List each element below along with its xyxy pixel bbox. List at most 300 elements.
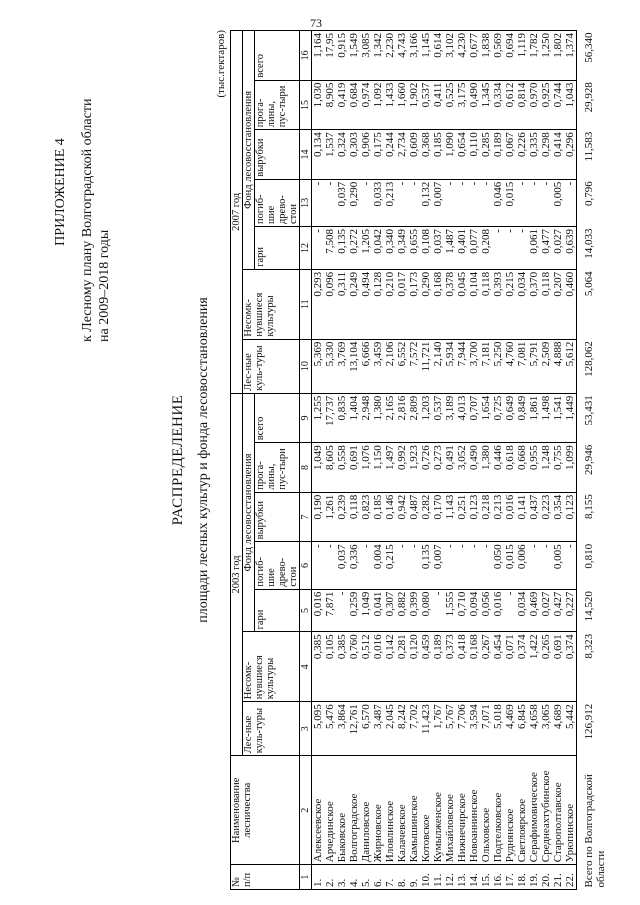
column-index: 11 <box>300 269 312 339</box>
column-index: 9 <box>300 393 312 443</box>
table-cell: 0,016 <box>504 492 516 542</box>
table-cell: 2,816 <box>396 393 408 443</box>
table-cell: 0,207 <box>552 269 564 339</box>
table-cell: 0,135 <box>420 542 432 589</box>
table-cell: 0,726 <box>420 443 432 493</box>
column-index: 12 <box>300 227 312 270</box>
table-cell: 1,150 <box>372 443 384 493</box>
table-cell: 3,594 <box>468 702 480 756</box>
table-cell: 8,905 <box>324 80 336 130</box>
table-cell: 0,080 <box>420 589 432 632</box>
table-cell: 0,691 <box>348 443 360 493</box>
table-row <box>528 31 540 890</box>
table-cell: 0,755 <box>552 443 564 493</box>
table-cell: 1,203 <box>420 393 432 443</box>
table-row <box>348 31 360 890</box>
table-cell: 0,134 <box>312 130 325 180</box>
total-cell: 11,583 <box>583 131 595 162</box>
table-cell: 7,572 <box>408 339 420 393</box>
table-cell: 1,923 <box>408 443 420 493</box>
table-cell: 3,487 <box>372 702 384 756</box>
total-cell: 5,064 <box>583 271 595 297</box>
table-cell: 0,906 <box>360 130 372 180</box>
table-cell: 0,569 <box>492 31 504 81</box>
table-cell: 1,342 <box>372 31 384 81</box>
row-number: 3. <box>336 865 348 890</box>
table-cell: - <box>504 227 516 270</box>
column-index: 2 <box>300 756 312 865</box>
row-number: 16. <box>492 865 504 890</box>
table-cell: - <box>456 179 468 226</box>
table-cell: 0,251 <box>456 492 468 542</box>
table-cell: 0,710 <box>456 589 468 632</box>
table-cell: 1,164 <box>312 31 325 81</box>
table-cell: 2,045 <box>384 702 396 756</box>
table-cell: 0,487 <box>408 492 420 542</box>
column-index: 14 <box>300 130 312 180</box>
row-number: 2. <box>324 865 336 890</box>
table-cell: 0,227 <box>564 589 577 632</box>
table-cell: - <box>468 542 480 589</box>
row-number: 5. <box>360 865 372 890</box>
total-cell: 14,033 <box>583 228 595 259</box>
table-cell: 0,213 <box>384 179 396 226</box>
table-cell: 0,282 <box>420 492 432 542</box>
table-cell: 0,042 <box>372 227 384 270</box>
total-cell: 29,946 <box>583 444 595 475</box>
table-cell: 7,081 <box>516 339 528 393</box>
table-cell: 0,281 <box>396 632 408 702</box>
table-cell: 17,737 <box>324 393 336 443</box>
column-index-row <box>300 31 312 890</box>
table-cell: 0,118 <box>348 492 360 542</box>
table-cell: 1,090 <box>444 130 456 180</box>
table-cell: 0,218 <box>480 492 492 542</box>
total-label: Всего по Волгоградской области <box>583 774 607 888</box>
total-cell: 0,796 <box>583 181 595 206</box>
table-cell: 11,721 <box>420 339 432 393</box>
row-number: 1. <box>312 865 325 890</box>
table-cell: 7,071 <box>480 702 492 756</box>
table-cell: - <box>432 589 444 632</box>
table-cell: 1,404 <box>348 393 360 443</box>
clearings-header-2003: вырубки <box>255 492 300 542</box>
table-cell: 0,215 <box>504 269 516 339</box>
table-cell: 1,433 <box>384 80 396 130</box>
forestry-name: Светлоярское <box>516 756 528 865</box>
table-cell: 0,239 <box>336 492 348 542</box>
table-cell: 7,706 <box>456 702 468 756</box>
table-cell: 0,208 <box>480 227 492 270</box>
dead-stands-header-2003: погиб-шие древо-стои <box>255 542 300 589</box>
table-row <box>312 31 325 890</box>
document-title: РАСПРЕДЕЛЕНИЕ <box>170 394 186 526</box>
page-number: 73 <box>310 16 322 30</box>
table-row <box>540 31 552 890</box>
table-cell: 3,175 <box>456 80 468 130</box>
forestry-name: Быковское <box>336 756 348 865</box>
table-row <box>444 31 456 890</box>
table-cell: 0,045 <box>456 269 468 339</box>
units-note: (тыс.гектаров) <box>215 30 227 98</box>
row-number: 4. <box>348 865 360 890</box>
table-cell: 3,189 <box>444 393 456 443</box>
table-cell: 0,189 <box>492 130 504 180</box>
table-cell: 0,760 <box>348 632 360 702</box>
table-cell: 2,509 <box>540 339 552 393</box>
table-cell: 5,095 <box>312 702 325 756</box>
table-cell: 0,955 <box>528 443 540 493</box>
table-cell: 0,173 <box>408 269 420 339</box>
table-row <box>516 31 528 890</box>
table-row <box>324 31 336 890</box>
year-2007-header: 2007 год <box>231 31 243 394</box>
table-cell: - <box>564 179 577 226</box>
table-cell: 1,380 <box>480 443 492 493</box>
table-cell: 13,104 <box>348 339 360 393</box>
table-cell: 0,668 <box>516 443 528 493</box>
table-cell: 0,016 <box>372 632 384 702</box>
table-cell: 0,027 <box>552 227 564 270</box>
table-row <box>564 31 577 890</box>
table-cell: 0,612 <box>504 80 516 130</box>
table-cell: 0,823 <box>360 492 372 542</box>
table-cell: 1,255 <box>312 393 325 443</box>
table-cell: - <box>492 227 504 270</box>
table-cell: 1,449 <box>564 393 577 443</box>
table-cell: 1,248 <box>540 443 552 493</box>
row-number: 18. <box>516 865 528 890</box>
table-cell: 0,298 <box>540 130 552 180</box>
table-cell: 0,005 <box>552 179 564 226</box>
total-cell: 29,928 <box>583 82 595 113</box>
table-cell: 3,102 <box>444 31 456 81</box>
table-cell: 0,056 <box>480 589 492 632</box>
appendix-line-2: на 2009–2018 годы <box>97 229 112 342</box>
forestry-name: Камышинское <box>408 756 420 865</box>
table-cell: 5,934 <box>444 339 456 393</box>
row-number: 9. <box>408 865 420 890</box>
table-cell: 0,691 <box>552 632 564 702</box>
table-cell: 0,027 <box>540 589 552 632</box>
table-cell: 0,016 <box>312 589 325 632</box>
table-cell: 0,992 <box>396 443 408 493</box>
table-cell: 5,442 <box>564 702 577 756</box>
table-cell: 0,067 <box>504 130 516 180</box>
table-cell: 2,140 <box>432 339 444 393</box>
table-cell: 0,427 <box>552 589 564 632</box>
total-cell: 8,323 <box>583 633 595 659</box>
table-cell: 3,769 <box>336 339 348 393</box>
table-cell: 0,707 <box>468 393 480 443</box>
table-cell: 5,330 <box>324 339 336 393</box>
table-cell: 3,864 <box>336 702 348 756</box>
table-cell: 1,043 <box>564 80 577 130</box>
table-cell: 0,385 <box>312 632 325 702</box>
table-cell: - <box>312 227 325 270</box>
total-cell: 14,520 <box>583 591 595 622</box>
table-cell: 0,459 <box>420 632 432 702</box>
table-cell: 0,017 <box>396 269 408 339</box>
table-row <box>396 31 408 890</box>
table-cell: - <box>516 179 528 226</box>
appendix-block <box>52 42 113 342</box>
table-cell: 3,065 <box>540 702 552 756</box>
clearings-header-2007: вырубки <box>255 130 300 180</box>
forestry-name: Нижнечирское <box>456 756 468 865</box>
table-cell: 1,654 <box>480 393 492 443</box>
table-cell: 1,861 <box>528 393 540 443</box>
table-cell: 12,761 <box>348 702 360 756</box>
table-cell: 8,242 <box>396 702 408 756</box>
row-number: 14. <box>468 865 480 890</box>
column-index: 5 <box>300 589 312 632</box>
column-index: 15 <box>300 80 312 130</box>
column-index: 10 <box>300 339 312 393</box>
total-cell: 56,340 <box>583 32 595 63</box>
burns-header-2007: гари <box>255 227 300 270</box>
forestry-name: Иловлинское <box>384 756 396 865</box>
glades-header-2003: прога-лины, пус-тыри <box>255 443 300 493</box>
table-cell: 0,189 <box>432 632 444 702</box>
forestry-name: Алексеевское <box>312 756 325 865</box>
table-cell: 0,175 <box>372 130 384 180</box>
table-cell: 4,013 <box>456 393 468 443</box>
table-cell: 0,123 <box>564 492 577 542</box>
table-cell: 0,942 <box>396 492 408 542</box>
forestry-name: Серафимовическое <box>528 756 540 865</box>
table-cell: 4,888 <box>552 339 564 393</box>
total-row <box>577 31 608 890</box>
table-cell: 0,006 <box>516 542 528 589</box>
table-cell: - <box>516 227 528 270</box>
table-cell: 1,902 <box>408 80 420 130</box>
table-cell: 0,034 <box>516 269 528 339</box>
table-cell: 3,700 <box>468 339 480 393</box>
table-cell: - <box>396 179 408 226</box>
table-cell: 0,882 <box>396 589 408 632</box>
table-cell: 0,226 <box>516 130 528 180</box>
table-cell: - <box>504 589 516 632</box>
table-cell: 0,974 <box>360 80 372 130</box>
table-cell: 7,702 <box>408 702 420 756</box>
table-cell: 0,215 <box>384 542 396 589</box>
table-cell: 0,437 <box>528 492 540 542</box>
table-cell: 1,345 <box>480 80 492 130</box>
table-cell: 6,570 <box>360 702 372 756</box>
table-cell: 1,497 <box>384 443 396 493</box>
table-cell: 0,108 <box>420 227 432 270</box>
table-cell: 2,230 <box>384 31 396 81</box>
table-cell: 0,190 <box>312 492 325 542</box>
table-cell: 2,165 <box>384 393 396 443</box>
table-cell: 0,307 <box>384 589 396 632</box>
table-cell: 0,168 <box>468 632 480 702</box>
forestry-name: Урюпинское <box>564 756 577 865</box>
table-cell: 4,689 <box>552 702 564 756</box>
table-cell: 0,046 <box>492 179 504 226</box>
table-cell: 0,374 <box>564 632 577 702</box>
table-cell: 0,128 <box>372 269 384 339</box>
table-cell: 17,95 <box>324 31 336 81</box>
table-cell: 0,537 <box>432 393 444 443</box>
table-row <box>492 31 504 890</box>
table-cell: 0,414 <box>552 130 564 180</box>
dead-stands-header-2007: погиб-шие древо-стои <box>255 179 300 226</box>
table-cell: 4,760 <box>504 339 516 393</box>
table-cell: 1,374 <box>564 31 577 81</box>
table-cell: - <box>312 542 325 589</box>
table-cell: 0,915 <box>336 31 348 81</box>
table-cell: 0,349 <box>396 227 408 270</box>
col-name-header: Наименование лесничества <box>231 756 300 865</box>
table-cell: 0,835 <box>336 393 348 443</box>
table-cell: 0,168 <box>432 269 444 339</box>
total-cell: 126,912 <box>583 703 595 740</box>
table-cell: 0,469 <box>528 589 540 632</box>
table-cell: 0,265 <box>540 632 552 702</box>
table-cell: 0,015 <box>504 179 516 226</box>
table-cell: 0,259 <box>348 589 360 632</box>
column-index: 7 <box>300 492 312 542</box>
table-cell: 0,393 <box>492 269 504 339</box>
table-cell: 1,092 <box>372 80 384 130</box>
table-cell: 0,104 <box>468 269 480 339</box>
table-cell: 0,096 <box>324 269 336 339</box>
table-cell: 0,293 <box>312 269 325 339</box>
table-cell: 0,491 <box>444 443 456 493</box>
table-cell: 0,005 <box>552 542 564 589</box>
forestry-name: Калачевское <box>396 756 408 865</box>
table-cell: 1,498 <box>540 393 552 443</box>
table-row <box>408 31 420 890</box>
table-cell: 1,099 <box>564 443 577 493</box>
table-cell: 0,296 <box>564 130 577 180</box>
forestry-name: Старополтавское <box>552 756 564 865</box>
table-cell: 0,016 <box>492 589 504 632</box>
row-number: 15. <box>480 865 492 890</box>
table-cell: 1,660 <box>396 80 408 130</box>
table-cell: 0,272 <box>348 227 360 270</box>
row-number: 7. <box>384 865 396 890</box>
forest-crops-header-2003: Лес-ные куль-туры <box>243 702 300 756</box>
table-cell: 5,767 <box>444 702 456 756</box>
table-cell: 7,181 <box>480 339 492 393</box>
total-cell: 0,810 <box>583 543 595 569</box>
table-row <box>336 31 348 890</box>
column-index: 4 <box>300 632 312 702</box>
table-cell: 1,143 <box>444 492 456 542</box>
total-cell: 8,155 <box>583 494 595 520</box>
total-cell: 53,431 <box>583 395 595 426</box>
forestry-name: Котовское <box>420 756 432 865</box>
table-cell: 5,018 <box>492 702 504 756</box>
table-cell: - <box>396 542 408 589</box>
table-cell: 1,838 <box>480 31 492 81</box>
forestry-name: Руднянское <box>504 756 516 865</box>
column-index: 16 <box>300 31 312 81</box>
forestry-name: Жирновское <box>372 756 384 865</box>
table-cell: 0,370 <box>528 269 540 339</box>
table-cell: - <box>408 542 420 589</box>
table-cell: - <box>408 179 420 226</box>
table-cell: 3,052 <box>456 443 468 493</box>
table-cell: 0,273 <box>432 443 444 493</box>
table-cell: 1,076 <box>360 443 372 493</box>
glades-header-2007: прога-лины, пус-тыри <box>255 80 300 130</box>
row-number: 19. <box>528 865 540 890</box>
appendix-title: ПРИЛОЖЕНИЕ 4 <box>53 138 68 246</box>
table-cell: 2,734 <box>396 130 408 180</box>
document-subtitle: площади лесных культур и фонда лесовосстановления <box>196 297 211 623</box>
table-cell: 0,037 <box>336 542 348 589</box>
table-cell: 0,385 <box>336 632 348 702</box>
row-number: 22. <box>564 865 577 890</box>
table-cell: 0,210 <box>384 269 396 339</box>
total-cell: 128,062 <box>583 341 595 377</box>
table-cell: 4,469 <box>504 702 516 756</box>
table-cell: 0,118 <box>480 269 492 339</box>
column-index: 8 <box>300 443 312 493</box>
table-cell: 3,166 <box>408 31 420 81</box>
table-cell: 0,374 <box>516 632 528 702</box>
table-cell: 0,285 <box>480 130 492 180</box>
table-cell: 0,454 <box>492 632 504 702</box>
table-cell: 0,007 <box>432 179 444 226</box>
table-cell: 0,849 <box>516 393 528 443</box>
table-cell: 0,142 <box>384 632 396 702</box>
table-cell: 11,423 <box>420 702 432 756</box>
table-cell: 1,250 <box>540 31 552 81</box>
forestry-name: Даниловское <box>360 756 372 865</box>
table-cell: 0,037 <box>336 179 348 226</box>
table-cell: 7,508 <box>324 227 336 270</box>
table-cell: 0,925 <box>540 80 552 130</box>
row-number: 13. <box>456 865 468 890</box>
appendix-line-1: к Лесному плану Волгоградской области <box>80 98 95 342</box>
table-cell: 0,077 <box>468 227 480 270</box>
table-cell: - <box>360 542 372 589</box>
table-cell: - <box>540 542 552 589</box>
table-cell: 0,185 <box>372 492 384 542</box>
table-cell: 0,120 <box>408 632 420 702</box>
table-row <box>456 31 468 890</box>
table-cell: 8,605 <box>324 443 336 493</box>
table-cell: 0,477 <box>540 227 552 270</box>
table-cell: 0,007 <box>432 542 444 589</box>
table-cell: 0,677 <box>468 31 480 81</box>
table-cell: 5,250 <box>492 339 504 393</box>
forestry-name: Новоаннинское <box>468 756 480 865</box>
table-cell: 0,378 <box>444 269 456 339</box>
table-cell: - <box>480 542 492 589</box>
column-index: 6 <box>300 542 312 589</box>
table-cell: 1,767 <box>432 702 444 756</box>
table-cell: 1,541 <box>552 393 564 443</box>
table-cell: 2,948 <box>360 393 372 443</box>
row-number: 10. <box>420 865 432 890</box>
table-cell: 0,744 <box>552 80 564 130</box>
table-cell: 1,422 <box>528 632 540 702</box>
fund-header-2007: Фонд лесовосстановления <box>243 31 255 270</box>
table-cell: 0,401 <box>456 227 468 270</box>
table-cell: 0,399 <box>408 589 420 632</box>
table-cell: 0,033 <box>372 179 384 226</box>
table-cell: 0,525 <box>444 80 456 130</box>
unclosed-header-2003: Несомк-нувшиеся культуры <box>243 632 300 702</box>
table-cell: 0,639 <box>564 227 577 270</box>
table-cell: 0,290 <box>420 269 432 339</box>
